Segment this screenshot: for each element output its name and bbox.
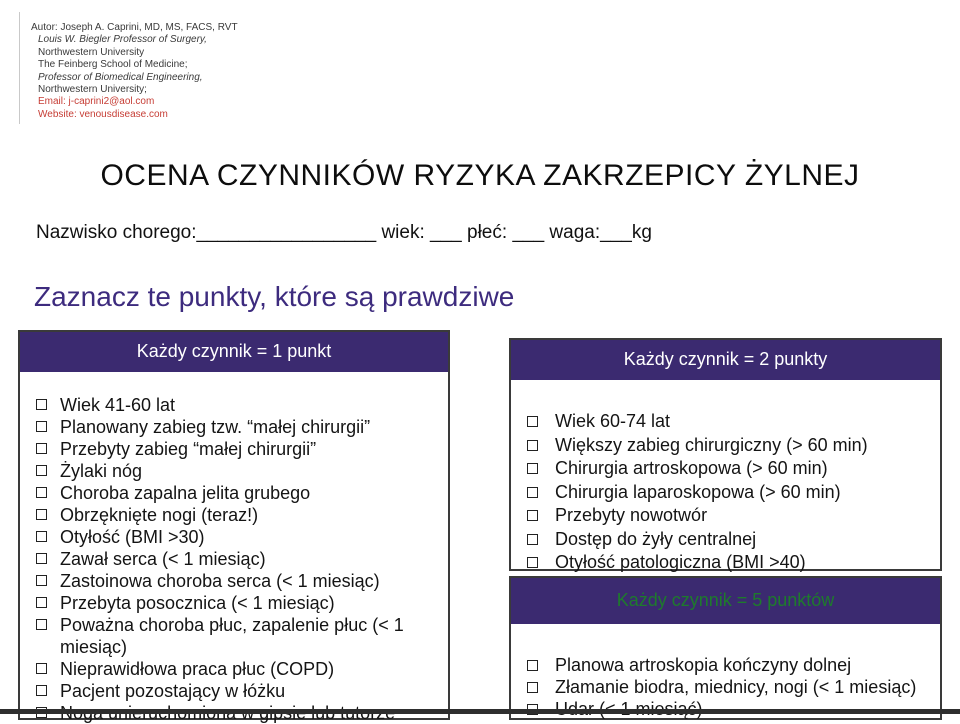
weight-label: waga: [544, 222, 601, 243]
author-line: Northwestern University; [38, 84, 147, 96]
list-item [525, 551, 934, 575]
sex-label: płeć: [461, 222, 513, 243]
list-item [34, 614, 442, 658]
list-item [34, 548, 442, 570]
list-item [525, 481, 934, 505]
item-label: Nieprawidłowa praca płuc (COPD) [60, 659, 335, 679]
checkbox-icon[interactable] [36, 663, 47, 674]
name-blank-field: _________________ [196, 222, 377, 243]
item-label: Chirurgia artroskopowa (> 60 min) [555, 458, 828, 478]
five-point-box [509, 576, 942, 720]
five-point-box-header: Każdy czynnik = 5 punktów [511, 578, 940, 624]
list-item [34, 680, 442, 702]
website-text: Website: venousdisease.com [38, 108, 168, 120]
two-point-list [511, 380, 940, 575]
list-item [34, 504, 442, 526]
checkbox-icon[interactable] [36, 553, 47, 564]
section-heading: Zaznacz te punkty, które są prawdziwe [34, 281, 515, 312]
item-label: Otyłość patologiczna (BMI >40) [555, 552, 806, 572]
checkbox-icon[interactable] [36, 487, 47, 498]
item-label: Przebyta posocznica (< 1 miesiąc) [60, 593, 335, 613]
checkbox-icon[interactable] [527, 510, 538, 521]
weight-blank-field: ___ [600, 222, 632, 243]
list-item [34, 570, 442, 592]
checkbox-icon[interactable] [36, 685, 47, 696]
list-item [525, 654, 934, 676]
weight-unit: kg [631, 222, 652, 243]
list-item [525, 410, 934, 434]
one-point-box-header: Każdy czynnik = 1 punkt [20, 332, 448, 372]
checkbox-icon[interactable] [527, 660, 538, 671]
checkbox-icon[interactable] [527, 463, 538, 474]
list-item [34, 592, 442, 614]
checkbox-icon[interactable] [36, 575, 47, 586]
checkbox-icon[interactable] [527, 557, 538, 568]
five-point-list [511, 624, 940, 720]
list-item [34, 438, 442, 460]
item-label: Złamanie biodra, miednicy, nogi (< 1 miesiąc) [555, 677, 917, 697]
checkbox-icon[interactable] [36, 443, 47, 454]
name-label: Nazwisko chorego: [36, 222, 197, 243]
list-item [525, 528, 934, 552]
item-label: Planowa artroskopia kończyny dolnej [555, 655, 852, 675]
age-label: wiek: [376, 222, 431, 243]
item-label: Większy zabieg chirurgiczny (> 60 min) [555, 434, 868, 455]
checkbox-icon[interactable] [527, 534, 538, 545]
checkbox-icon[interactable] [527, 416, 538, 427]
list-item [525, 676, 934, 698]
author-line: Autor: Joseph A. Caprini, MD, MS, FACS, RVT [31, 22, 238, 33]
item-label: Wiek 60-74 lat [555, 411, 671, 431]
screenshot-bottom-edge [0, 709, 960, 714]
checkbox-icon[interactable] [36, 597, 47, 608]
item-label: Poważna choroba płuc, zapalenie płuc (< 1 miesiąc) [60, 615, 404, 657]
item-label: Przebyty nowotwór [555, 505, 708, 525]
list-item [34, 482, 442, 504]
list-item [34, 416, 442, 438]
item-label: Planowany zabieg tzw. “małej chirurgii” [60, 417, 371, 437]
item-label: Otyłość (BMI >30) [60, 527, 205, 547]
item-label: Zawał serca (< 1 miesiąc) [60, 549, 266, 569]
one-point-box [18, 330, 450, 720]
two-point-box [509, 338, 942, 571]
checkbox-icon[interactable] [36, 465, 47, 476]
list-item [34, 460, 442, 482]
author-line: Professor of Biomedical Engineering, [38, 71, 203, 83]
checkbox-icon[interactable] [527, 682, 538, 693]
checkbox-icon[interactable] [36, 531, 47, 542]
age-blank-field: ___ [430, 222, 462, 243]
checkbox-icon[interactable] [36, 399, 47, 410]
item-label: Pacjent pozostający w łóżku [60, 681, 286, 701]
list-item [525, 457, 934, 481]
author-block [31, 22, 238, 121]
item-label: Obrzęknięte nogi (teraz!) [60, 505, 259, 525]
item-label: Zastoinowa choroba serca (< 1 miesiąc) [60, 571, 380, 591]
list-item [34, 526, 442, 548]
item-label: Choroba zapalna jelita grubego [60, 483, 311, 503]
left-margin-line [19, 12, 20, 124]
page-title: OCENA CZYNNIKÓW RYZYKA ZAKRZEPICY ŻYLNEJ [100, 159, 860, 192]
checkbox-icon[interactable] [36, 421, 47, 432]
checkbox-icon[interactable] [527, 487, 538, 498]
author-line: Louis W. Biegler Professor of Surgery, [38, 34, 207, 46]
checkbox-icon[interactable] [36, 619, 47, 630]
item-label: Chirurgia laparoskopowa (> 60 min) [555, 481, 841, 502]
list-item [525, 504, 934, 528]
list-item [34, 658, 442, 680]
sex-blank-field: ___ [512, 222, 545, 243]
author-line: Northwestern University [38, 46, 145, 58]
two-point-box-header: Każdy czynnik = 2 punkty [511, 340, 940, 380]
item-label: Przebyty zabieg “małej chirurgii” [60, 439, 317, 459]
item-label: Wiek 41-60 lat [60, 395, 176, 415]
item-label: Dostęp do żyły centralnej [555, 528, 757, 549]
list-item [525, 434, 934, 458]
author-line: The Feinberg School of Medicine; [38, 59, 188, 71]
email-text: Email: j-caprini2@aol.com [38, 96, 155, 108]
one-point-list [20, 372, 448, 724]
patient-info-line [36, 222, 652, 244]
checkbox-icon[interactable] [527, 440, 538, 451]
checkbox-icon[interactable] [36, 509, 47, 520]
item-label: Żylaki nóg [60, 461, 143, 481]
list-item [34, 394, 442, 416]
